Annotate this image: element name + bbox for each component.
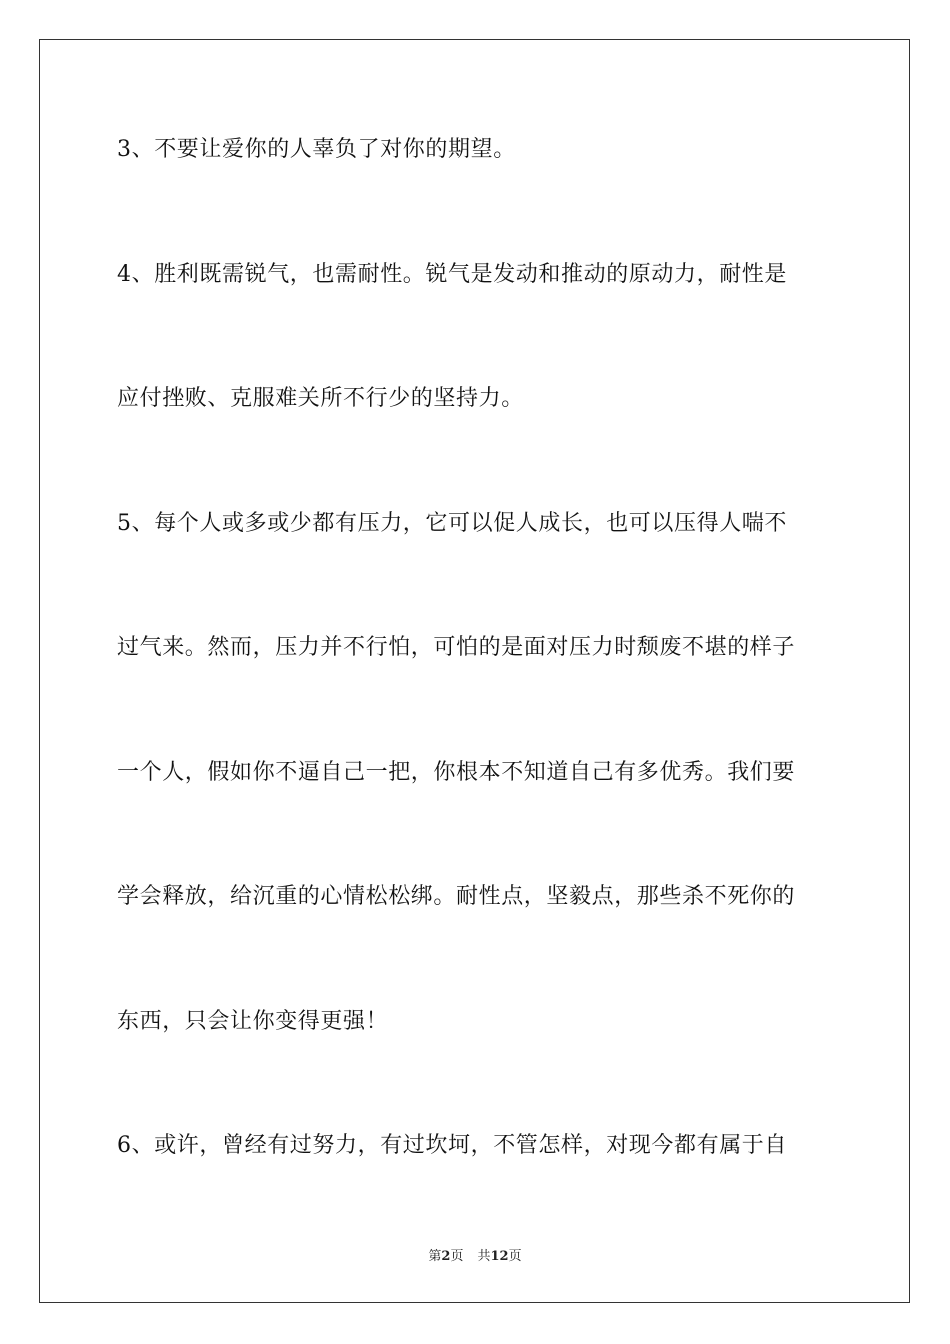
page-border	[39, 39, 910, 1303]
text-line-7: 学会释放，给沉重的心情松松绑。耐性点，坚毅点，那些杀不死你的	[117, 884, 796, 909]
text-line-9: 6、或许，曾经有过努力，有过坎坷，不管怎样，对现今都有属于自	[117, 1133, 787, 1158]
text-line-3: 应付挫败、克服难关所不行少的坚持力。	[117, 386, 524, 411]
text-line-8: 东西，只会让你变得更强！	[117, 1009, 389, 1034]
page-suffix: 页	[450, 1249, 464, 1264]
text-line-2: 4、胜利既需锐气，也需耐性。锐气是发动和推动的原动力，耐性是	[117, 262, 787, 287]
page-footer	[0, 1249, 950, 1265]
text-line-6: 一个人，假如你不逼自己一把，你根本不知道自己有多优秀。我们要	[117, 760, 796, 785]
text-line-5: 过气来。然而，压力并不行怕，可怕的是面对压力时颓废不堪的样子	[117, 635, 796, 660]
total-suffix: 页	[508, 1249, 522, 1264]
total-pages: 12	[490, 1249, 509, 1264]
text-line-1: 3、不要让爱你的人辜负了对你的期望。	[117, 137, 516, 162]
page-prefix: 第	[428, 1249, 442, 1264]
text-line-4: 5、每个人或多或少都有压力，它可以促人成长，也可以压得人喘不	[117, 511, 787, 536]
total-prefix: 共	[477, 1249, 491, 1264]
page-number: 2	[441, 1249, 451, 1264]
